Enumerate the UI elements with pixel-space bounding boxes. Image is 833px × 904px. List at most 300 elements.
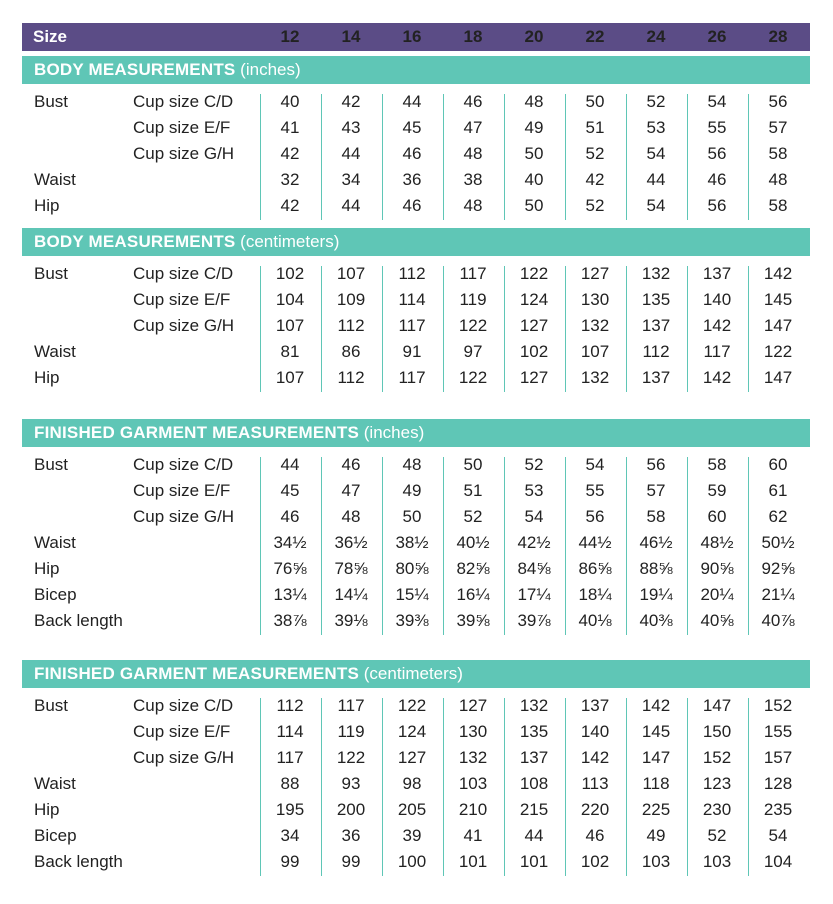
value-cell: 56 (646, 455, 666, 474)
section-title (34, 423, 424, 443)
value-cell: 147 (702, 696, 732, 715)
row-sublabel: Cup size G/H (133, 507, 235, 526)
value-cell: 48 (463, 144, 483, 163)
value-cell: 42 (280, 144, 300, 163)
size-header-26: 26 (707, 27, 727, 46)
value-cell: 60 (707, 507, 727, 526)
value-cell: 52 (585, 196, 605, 215)
value-cell: 127 (458, 696, 488, 715)
value-cell: 61 (768, 481, 788, 500)
value-cell: 86⅝ (578, 559, 612, 578)
value-cell: 195 (275, 800, 305, 819)
value-cell: 82⅝ (456, 559, 490, 578)
row-sublabel: Cup size C/D (133, 455, 234, 474)
value-cell: 48 (524, 92, 544, 111)
size-header-16: 16 (402, 27, 422, 46)
value-cell: 102 (580, 852, 610, 871)
value-cell: 200 (336, 800, 366, 819)
value-cell: 40 (280, 92, 300, 111)
row-label: Back length (34, 611, 123, 630)
row-label: Waist (34, 774, 76, 793)
row-label: Bust (34, 696, 69, 715)
value-cell: 112 (337, 316, 365, 335)
value-cell: 45 (402, 118, 422, 137)
value-cell: 40½ (456, 533, 490, 552)
value-cell: 54 (524, 507, 544, 526)
column-divider (321, 266, 322, 392)
value-cell: 123 (702, 774, 732, 793)
value-cell: 142 (702, 316, 732, 335)
value-cell: 50 (585, 92, 605, 111)
value-cell: 44 (341, 196, 361, 215)
value-cell: 91 (402, 342, 422, 361)
value-cell: 57 (768, 118, 788, 137)
value-cell: 140 (580, 722, 610, 741)
value-cell: 102 (519, 342, 549, 361)
value-cell: 36 (341, 826, 361, 845)
value-cell: 112 (337, 368, 365, 387)
value-cell: 39⅝ (456, 611, 490, 630)
value-cell: 103 (641, 852, 671, 871)
value-cell: 38⅞ (273, 611, 307, 630)
column-divider (443, 94, 444, 220)
value-cell: 225 (641, 800, 671, 819)
value-cell: 103 (458, 774, 488, 793)
value-cell: 81 (280, 342, 300, 361)
value-cell: 93 (341, 774, 361, 793)
column-divider (321, 698, 322, 876)
value-cell: 80⅝ (395, 559, 429, 578)
value-cell: 62 (768, 507, 788, 526)
value-cell: 46 (280, 507, 300, 526)
value-cell: 122 (458, 368, 488, 387)
value-cell: 53 (646, 118, 666, 137)
size-header-28: 28 (768, 27, 788, 46)
value-cell: 42 (585, 170, 605, 189)
column-divider (260, 266, 261, 392)
value-cell: 147 (763, 316, 793, 335)
value-cell: 46 (402, 196, 422, 215)
value-cell: 59 (707, 481, 727, 500)
value-cell: 50 (524, 196, 544, 215)
row-label: Bicep (34, 826, 77, 845)
column-divider (565, 266, 566, 392)
section-unit: (centimeters) (235, 232, 340, 251)
column-divider (687, 457, 688, 635)
value-cell: 46 (463, 92, 483, 111)
row-label: Bust (34, 92, 69, 111)
value-cell: 58 (768, 196, 788, 215)
value-cell: 46 (341, 455, 361, 474)
value-cell: 127 (580, 264, 610, 283)
value-cell: 124 (397, 722, 427, 741)
value-cell: 107 (580, 342, 610, 361)
value-cell: 48 (768, 170, 788, 189)
value-cell: 40⅝ (700, 611, 734, 630)
column-divider (565, 457, 566, 635)
value-cell: 54 (646, 196, 666, 215)
value-cell: 135 (519, 722, 549, 741)
size-header-14: 14 (341, 27, 361, 46)
value-cell: 39⅞ (517, 611, 551, 630)
value-cell: 98 (402, 774, 422, 793)
value-cell: 56 (585, 507, 605, 526)
size-header-18: 18 (463, 27, 483, 46)
column-divider (443, 266, 444, 392)
value-cell: 49 (646, 826, 666, 845)
value-cell: 52 (463, 507, 483, 526)
value-cell: 42 (280, 196, 300, 215)
value-cell: 17¼ (517, 585, 551, 604)
row-sublabel: Cup size G/H (133, 316, 235, 335)
size-header-label: Size (33, 27, 68, 46)
value-cell: 132 (641, 264, 671, 283)
value-cell: 132 (458, 748, 488, 767)
value-cell: 52 (524, 455, 544, 474)
value-cell: 109 (336, 290, 366, 309)
value-cell: 145 (763, 290, 793, 309)
column-divider (382, 457, 383, 635)
column-divider (687, 266, 688, 392)
value-cell: 13¼ (273, 585, 307, 604)
value-cell: 48½ (700, 533, 734, 552)
value-cell: 42 (341, 92, 361, 111)
value-cell: 122 (763, 342, 793, 361)
value-cell: 130 (458, 722, 488, 741)
column-divider (321, 457, 322, 635)
value-cell: 215 (519, 800, 549, 819)
value-cell: 127 (397, 748, 427, 767)
section-title-text: FINISHED GARMENT MEASUREMENTS (34, 423, 360, 442)
value-cell: 119 (337, 722, 365, 741)
value-cell: 124 (519, 290, 549, 309)
value-cell: 51 (463, 481, 483, 500)
value-cell: 135 (641, 290, 671, 309)
column-divider (260, 457, 261, 635)
row-sublabel: Cup size E/F (133, 290, 231, 309)
value-cell: 137 (519, 748, 549, 767)
value-cell: 137 (580, 696, 610, 715)
value-cell: 112 (642, 342, 670, 361)
value-cell: 100 (397, 852, 427, 871)
value-cell: 86 (341, 342, 361, 361)
value-cell: 50 (524, 144, 544, 163)
column-divider (321, 94, 322, 220)
value-cell: 42½ (517, 533, 551, 552)
value-cell: 39⅜ (395, 611, 429, 630)
value-cell: 84⅝ (517, 559, 551, 578)
value-cell: 41 (463, 826, 483, 845)
value-cell: 55 (707, 118, 727, 137)
row-label: Waist (34, 170, 76, 189)
row-sublabel: Cup size C/D (133, 264, 234, 283)
value-cell: 137 (702, 264, 732, 283)
value-cell: 20¼ (700, 585, 734, 604)
column-divider (504, 94, 505, 220)
size-header-22: 22 (585, 27, 605, 46)
column-divider (748, 457, 749, 635)
value-cell: 114 (398, 290, 426, 309)
value-cell: 117 (703, 342, 731, 361)
value-cell: 49 (524, 118, 544, 137)
value-cell: 142 (763, 264, 793, 283)
value-cell: 49 (402, 481, 422, 500)
value-cell: 142 (580, 748, 610, 767)
value-cell: 155 (763, 722, 793, 741)
column-divider (687, 94, 688, 220)
value-cell: 39⅛ (334, 611, 368, 630)
value-cell: 19¼ (639, 585, 673, 604)
row-label: Back length (34, 852, 123, 871)
value-cell: 57 (646, 481, 666, 500)
value-cell: 58 (707, 455, 727, 474)
value-cell: 150 (702, 722, 732, 741)
value-cell: 205 (397, 800, 427, 819)
column-divider (260, 94, 261, 220)
value-cell: 34 (280, 826, 300, 845)
value-cell: 38½ (395, 533, 429, 552)
section-unit: (centimeters) (359, 664, 463, 683)
value-cell: 44½ (578, 533, 612, 552)
row-label: Bust (34, 264, 69, 283)
value-cell: 41 (280, 118, 300, 137)
size-header-24: 24 (646, 27, 666, 46)
value-cell: 50½ (761, 533, 795, 552)
value-cell: 44 (402, 92, 422, 111)
value-cell: 114 (276, 722, 304, 741)
value-cell: 52 (646, 92, 666, 111)
value-cell: 112 (276, 696, 304, 715)
value-cell: 54 (585, 455, 605, 474)
value-cell: 44 (280, 455, 300, 474)
value-cell: 53 (524, 481, 544, 500)
value-cell: 122 (458, 316, 488, 335)
value-cell: 46 (402, 144, 422, 163)
column-divider (748, 94, 749, 220)
value-cell: 48 (341, 507, 361, 526)
column-divider (382, 94, 383, 220)
column-divider (504, 457, 505, 635)
value-cell: 101 (519, 852, 549, 871)
value-cell: 47 (341, 481, 361, 500)
value-cell: 142 (702, 368, 732, 387)
value-cell: 101 (458, 852, 488, 871)
value-cell: 147 (641, 748, 671, 767)
column-divider (443, 457, 444, 635)
value-cell: 44 (341, 144, 361, 163)
value-cell: 117 (398, 316, 426, 335)
row-sublabel: Cup size G/H (133, 144, 235, 163)
value-cell: 56 (707, 196, 727, 215)
value-cell: 52 (707, 826, 727, 845)
value-cell: 21¼ (761, 585, 795, 604)
value-cell: 113 (581, 774, 609, 793)
value-cell: 51 (585, 118, 605, 137)
value-cell: 40⅜ (639, 611, 673, 630)
value-cell: 117 (398, 368, 426, 387)
value-cell: 56 (768, 92, 788, 111)
value-cell: 76⅝ (273, 559, 307, 578)
section-title-text: BODY MEASUREMENTS (34, 232, 236, 251)
value-cell: 18¼ (578, 585, 612, 604)
value-cell: 54 (768, 826, 788, 845)
value-cell: 130 (580, 290, 610, 309)
value-cell: 78⅝ (334, 559, 368, 578)
value-cell: 107 (336, 264, 366, 283)
value-cell: 36½ (334, 533, 368, 552)
value-cell: 220 (580, 800, 610, 819)
value-cell: 132 (580, 316, 610, 335)
value-cell: 54 (646, 144, 666, 163)
column-divider (626, 266, 627, 392)
section-title (34, 60, 301, 80)
value-cell: 122 (397, 696, 427, 715)
row-sublabel: Cup size E/F (133, 118, 231, 137)
value-cell: 97 (463, 342, 483, 361)
row-label: Hip (34, 800, 60, 819)
row-sublabel: Cup size G/H (133, 748, 235, 767)
value-cell: 16¼ (456, 585, 490, 604)
value-cell: 152 (702, 748, 732, 767)
value-cell: 15¼ (395, 585, 429, 604)
value-cell: 43 (341, 118, 361, 137)
value-cell: 44 (524, 826, 544, 845)
value-cell: 122 (336, 748, 366, 767)
value-cell: 38 (463, 170, 483, 189)
section-title-text: FINISHED GARMENT MEASUREMENTS (34, 664, 360, 683)
value-cell: 230 (702, 800, 732, 819)
row-label: Bust (34, 455, 69, 474)
row-label: Hip (34, 559, 60, 578)
row-label: Waist (34, 342, 76, 361)
value-cell: 48 (463, 196, 483, 215)
value-cell: 104 (763, 852, 793, 871)
value-cell: 44 (646, 170, 666, 189)
value-cell: 34½ (273, 533, 307, 552)
value-cell: 142 (641, 696, 671, 715)
value-cell: 36 (402, 170, 422, 189)
value-cell: 47 (463, 118, 483, 137)
value-cell: 88 (280, 774, 300, 793)
value-cell: 48 (402, 455, 422, 474)
row-sublabel: Cup size E/F (133, 481, 231, 500)
value-cell: 58 (768, 144, 788, 163)
value-cell: 157 (763, 748, 793, 767)
value-cell: 235 (763, 800, 793, 819)
value-cell: 118 (642, 774, 670, 793)
row-label: Hip (34, 368, 60, 387)
value-cell: 50 (463, 455, 483, 474)
value-cell: 39 (402, 826, 422, 845)
value-cell: 56 (707, 144, 727, 163)
column-divider (626, 698, 627, 876)
value-cell: 40⅞ (761, 611, 795, 630)
section-title (34, 664, 463, 684)
row-sublabel: Cup size E/F (133, 722, 231, 741)
value-cell: 60 (768, 455, 788, 474)
value-cell: 140 (702, 290, 732, 309)
column-divider (687, 698, 688, 876)
value-cell: 152 (763, 696, 793, 715)
value-cell: 102 (275, 264, 305, 283)
value-cell: 127 (519, 316, 549, 335)
column-divider (504, 698, 505, 876)
value-cell: 132 (519, 696, 549, 715)
value-cell: 127 (519, 368, 549, 387)
value-cell: 107 (275, 316, 305, 335)
value-cell: 58 (646, 507, 666, 526)
row-sublabel: Cup size C/D (133, 92, 234, 111)
value-cell: 50 (402, 507, 422, 526)
value-cell: 117 (337, 696, 365, 715)
row-label: Waist (34, 533, 76, 552)
row-label: Hip (34, 196, 60, 215)
value-cell: 117 (459, 264, 487, 283)
column-divider (748, 266, 749, 392)
value-cell: 52 (585, 144, 605, 163)
column-divider (382, 266, 383, 392)
column-divider (748, 698, 749, 876)
value-cell: 88⅝ (639, 559, 673, 578)
value-cell: 14¼ (334, 585, 368, 604)
value-cell: 107 (275, 368, 305, 387)
value-cell: 46 (585, 826, 605, 845)
value-cell: 46½ (639, 533, 673, 552)
column-divider (382, 698, 383, 876)
value-cell: 108 (519, 774, 549, 793)
value-cell: 137 (641, 316, 671, 335)
value-cell: 128 (763, 774, 793, 793)
value-cell: 99 (341, 852, 361, 871)
value-cell: 103 (702, 852, 732, 871)
section-unit: (inches) (235, 60, 301, 79)
column-divider (443, 698, 444, 876)
section-unit: (inches) (359, 423, 425, 442)
column-divider (626, 457, 627, 635)
value-cell: 32 (280, 170, 300, 189)
column-divider (260, 698, 261, 876)
value-cell: 104 (275, 290, 305, 309)
size-header-12: 12 (280, 27, 300, 46)
value-cell: 137 (641, 368, 671, 387)
value-cell: 45 (280, 481, 300, 500)
row-label: Bicep (34, 585, 77, 604)
value-cell: 145 (641, 722, 671, 741)
value-cell: 55 (585, 481, 605, 500)
value-cell: 210 (458, 800, 488, 819)
section-title-text: BODY MEASUREMENTS (34, 60, 236, 79)
value-cell: 40⅛ (578, 611, 612, 630)
value-cell: 119 (459, 290, 487, 309)
value-cell: 122 (519, 264, 549, 283)
value-cell: 46 (707, 170, 727, 189)
value-cell: 147 (763, 368, 793, 387)
value-cell: 54 (707, 92, 727, 111)
column-divider (565, 94, 566, 220)
size-header-20: 20 (524, 27, 544, 46)
column-divider (626, 94, 627, 220)
value-cell: 99 (280, 852, 300, 871)
row-sublabel: Cup size C/D (133, 696, 234, 715)
column-divider (565, 698, 566, 876)
value-cell: 112 (398, 264, 426, 283)
value-cell: 92⅝ (761, 559, 795, 578)
column-divider (504, 266, 505, 392)
section-title (34, 232, 339, 252)
value-cell: 90⅝ (700, 559, 734, 578)
value-cell: 40 (524, 170, 544, 189)
value-cell: 132 (580, 368, 610, 387)
